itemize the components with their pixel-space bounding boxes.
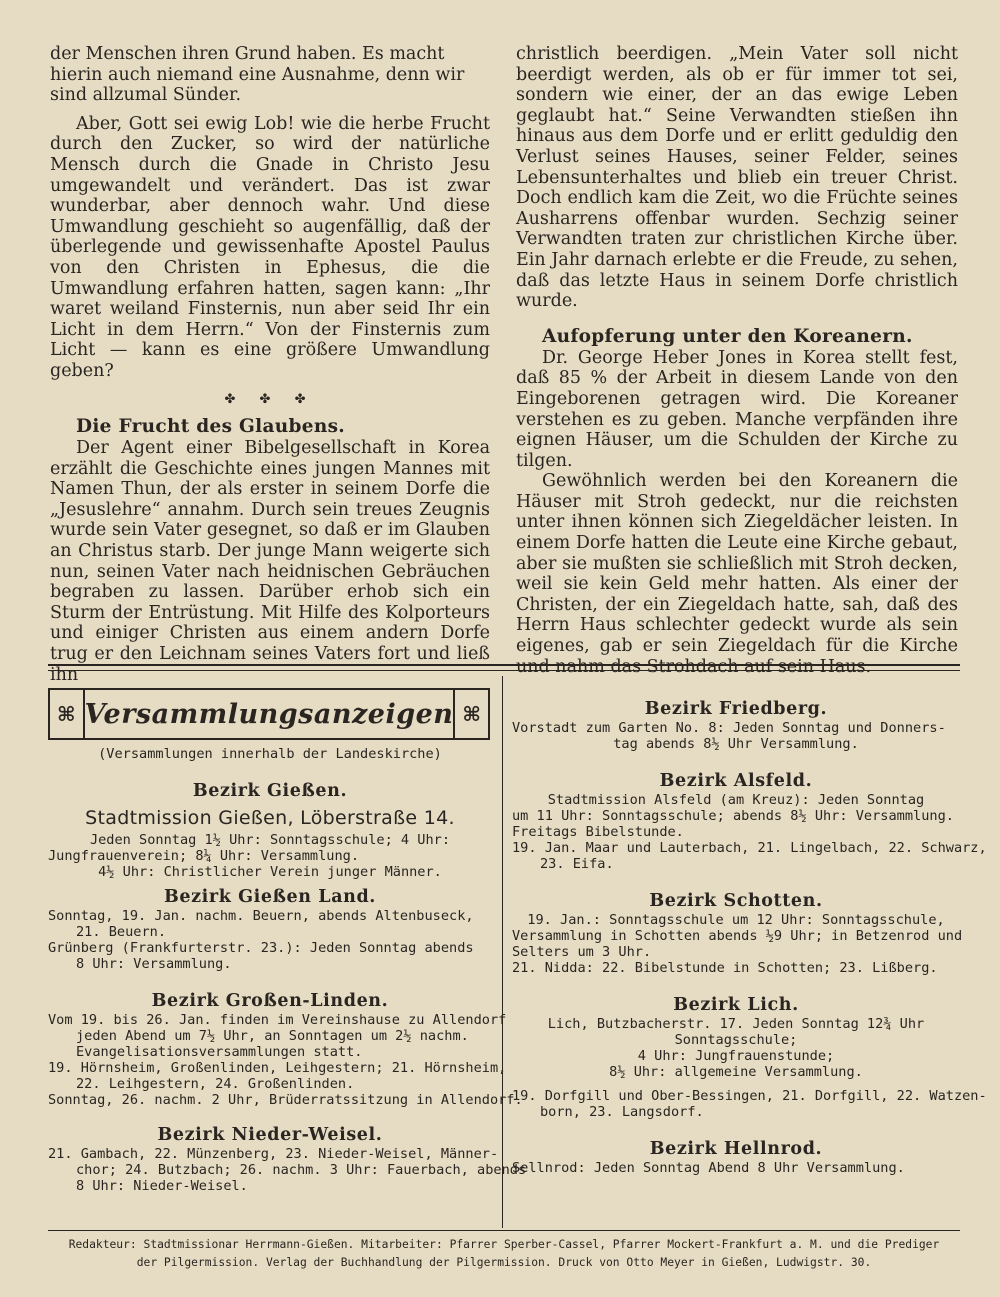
district-address: Stadtmission Gießen, Löberstraße 14. [85,807,455,829]
section-ornament: ✤ ✤ ✤ [224,391,316,407]
district-line: 22. Leihgestern, 24. Großenlinden. [76,1076,355,1092]
imprint-line-1: Redakteur: Stadtmissionar Herrmann-Gießen. Mitarbeiter: Pfarrer Sperber-Cassel, Pfarrer Mockert-Frankfurt a. M. und die Prediger [68,1238,940,1251]
imprint-line-2: der Pilgermission. Verlag der Buchhandlung der Pilgermission. Druck von Otto Meyer in Gießen, Ludwigstr. 30. [136,1256,872,1269]
banner-ornament-right-icon: ⌘ [453,690,488,738]
district-heading: Bezirk Gießen Land. [163,887,377,907]
district-line: 8½ Uhr: allgemeine Versammlung. [609,1064,863,1080]
paragraph-korea-story: Der Agent einer Bibelgesellschaft in Korea erzählt die Geschichte eines jungen Mannes mit Namen Thun, der als erster in seinem Dorfe die „Jesuslehre“ annahm. Durch sein treues Zeugnis wurde sein Vater gesegnet, so daß er im Glauben an Christus starb. Der junge Mann weigerte sich nun, seinen Vater nach heidnischen Gebräuchen begraben zu lassen. Darüber erhob sich ein Sturm der Entrüstung. Mit Hilfe des Kolporteurs und einiger Christen aus einem andern Dorfe trug er den Leichnam seines Vaters fort und ließ ihn [50,438,490,685]
district-line: Sellnrod: Jeden Sonntag Abend 8 Uhr Versammlung. [512,1160,905,1176]
district-line: Stadtmission Alsfeld (am Kreuz): Jeden Sonntag [547,792,925,808]
district-line: Selters um 3 Uhr. [512,944,652,960]
footer-divider [48,1230,960,1231]
district-heading: Bezirk Nieder-Weisel. [157,1125,383,1145]
district-line: um 11 Uhr: Sonntagsschule; abends 8½ Uhr: Versammlung. [512,808,954,824]
district-line: 8 Uhr: Versammlung. [76,956,232,972]
banner-ornament-left-icon: ⌘ [50,690,85,738]
district-heading: Bezirk Lich. [673,995,799,1015]
district-line: tag abends 8½ Uhr Versammlung. [613,736,859,752]
paragraph-straw-roofs: Gewöhnlich werden bei den Koreanern die Häuser mit Stroh gedeckt, nur die reichsten unter ihnen können sich Ziegeldächer leisten. In einem Dorfe hatten die Leute eine Kirche gebaut, aber sie mußten sie schließlich mit Stroh decken, weil sie kein Geld mehr hatten. Als einer der Christen, der ein Ziegeldach hatte, sah, daß des Herrn Haus schlechter gedeckt wurde als sein eigenes, gab er sein Ziegeldach für die Kirche und nahm das Strohdach auf sein Haus. [516,471,958,677]
column-divider [502,676,503,1228]
heading-frucht-des-glaubens: Die Frucht des Glaubens. [76,416,346,438]
district-heading: Bezirk Gießen. [192,781,348,801]
district-line: chor; 24. Butzbach; 26. nachm. 3 Uhr: Fauerbach, abends [76,1162,527,1178]
district-line: Vorstadt zum Garten No. 8: Jeden Sonntag und Donners- [512,720,946,736]
district-line: Sonntag, 26. nachm. 2 Uhr, Brüderratssitzung in Allendorf. [48,1092,523,1108]
section-divider-bottom [48,670,960,671]
district-line: 19. Dorfgill und Ober-Bessingen, 21. Dorfgill, 22. Watzen- [512,1088,987,1104]
district-line: jeden Abend um 7½ Uhr, an Sonntagen um 2½ nachm. [76,1028,469,1044]
paragraph-sinners-line-2: hierin auch niemand eine Ausnahme, denn wir [50,64,465,85]
upper-right-column [516,44,958,677]
district-line: 19. Hörnsheim, Großenlinden, Leihgestern; 21. Hörnsheim, [48,1060,507,1076]
district-line: 19. Jan. Maar und Lauterbach, 21. Lingelbach, 22. Schwarz, [512,840,987,856]
district-line: Vom 19. bis 26. Jan. finden im Vereinshause zu Allendorf [48,1012,507,1028]
district-line: 19. Jan.: Sonntagsschule um 12 Uhr: Sonntagsschule, [527,912,945,928]
district-line: born, 23. Langsdorf. [540,1104,704,1120]
paragraph-jones-report: Dr. George Heber Jones in Korea stellt fest, daß 85 % der Arbeit in diesem Lande von den Eingeborenen getragen wird. Die Koreaner verstehen es zu geben. Manche verpfänden ihre eignen Häuser, um die Schulden der Kirche zu tilgen. [516,347,958,471]
district-line: Grünberg (Frankfurterstr. 23.): Jeden Sonntag abends [48,940,474,956]
district-line: 8 Uhr: Nieder-Weisel. [76,1178,248,1194]
district-line: Lich, Butzbacherstr. 17. Jeden Sonntag 12¾ Uhr [547,1016,925,1032]
section-divider-top [48,664,960,666]
announcements-right-column [512,698,987,1176]
heading-aufopferung: Aufopferung unter den Koreanern. [542,325,913,347]
imprint-footer [48,1236,960,1272]
district-line: 21. Gambach, 22. Münzenberg, 23. Nieder-Weisel, Männer- [48,1146,499,1162]
district-line: Jeden Sonntag 1½ Uhr: Sonntagsschule; 4 Uhr: [89,832,451,848]
district-line: Freitags Bibelstunde. [512,824,684,840]
paragraph-transformation: Aber, Gott sei ewig Lob! wie die herbe Frucht durch den Zucker, so wird der natürliche Mensch durch die Gnade in Christo Jesu umgewandelt und verändert. Das ist zwar wunderbar, aber dennoch wahr. Und diese Umwandlung geschieht so augenfällig, daß der überlegende und gewissenhafte Apostel Paulus von den Christen in Ephesus, die die Umwandlung erfahren hatten, sagen kann: „Ihr waret weiland Finsternis, nun aber seid Ihr ein Licht in dem Herrn.“ Von der Finsternis zum Licht — kann es eine größere Umwandlung geben? [50,113,490,381]
district-line: 4 Uhr: Jungfrauenstunde; [637,1048,835,1064]
district-heading: Bezirk Friedberg. [644,699,828,719]
district-line: Evangelisationsversammlungen statt. [76,1044,363,1060]
district-line: Jungfrauenverein; 8¼ Uhr: Versammlung. [48,848,359,864]
paragraph-sinners-line-3: sind allzumal Sünder. [50,85,242,106]
district-line: 4½ Uhr: Christlicher Verein junger Männer. [98,864,442,880]
paragraph-sinners-line-1: der Menschen ihren Grund haben. Es macht [50,44,445,64]
district-heading: Bezirk Hellnrod. [649,1139,823,1159]
district-line: 21. Beuern. [76,924,167,940]
district-line: 21. Nidda: 22. Bibelstunde in Schotten; 23. Lißberg. [512,960,938,976]
announcements-banner [48,688,490,740]
district-heading: Bezirk Großen-Linden. [151,991,389,1011]
banner-title: Versammlungsanzeigen [84,698,454,730]
district-line: 23. Eifa. [540,856,614,872]
district-line: Sonntagsschule; [674,1032,798,1048]
upper-left-column [50,44,490,685]
announcements-left-column [48,746,527,1194]
district-line: Versammlung in Schotten abends ½9 Uhr; in Betzenrod und [512,928,963,944]
district-heading: Bezirk Alsfeld. [659,771,813,791]
district-line: Sonntag, 19. Jan. nachm. Beuern, abends Altenbuseck, [48,908,474,924]
paragraph-burial: christlich beerdigen. „Mein Vater soll nicht beerdigt werden, als ob er für immer tot sei, sondern wie einer, der an das ewige Leben geglaubt hat.“ Seine Verwandten stießen ihn hinaus aus dem Dorfe und er erlitt geduldig den Verlust seines Hauses, seiner Felder, seines Lebensunterhaltes und blieb ein treuer Christ. Doch endlich kam die Zeit, wo die Früchte seines Ausharrens offenbar wurden. Sechzig seiner Verwandten traten zur christlichen Kirche über. Ein Jahr darnach erlebte er die Freude, zu sehen, daß das letzte Haus in seinem Dorfe christlich wurde. [516,44,958,312]
announcements-subtitle: (Versammlungen innerhalb der Landeskirche) [98,746,442,762]
district-heading: Bezirk Schotten. [649,891,823,911]
